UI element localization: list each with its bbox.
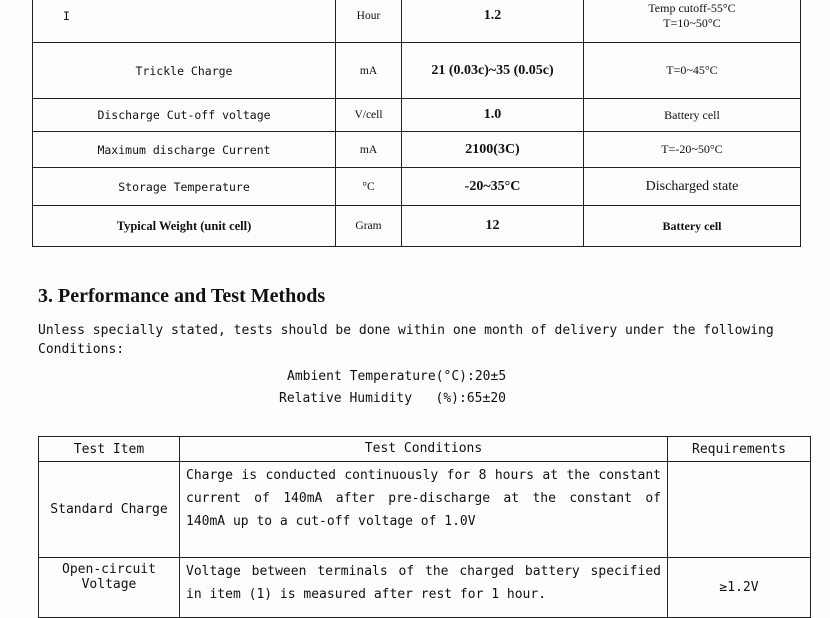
spec-table (32, 0, 801, 247)
relative-humidity-condition: Relative Humidity (%):65±20 (279, 391, 506, 406)
test-condition: Charge is conducted continuously for 8 hours at the constant current of 140mA after pre-discharge at the constant of 140mA up to a cut-off voltage of 1.0V (180, 462, 668, 558)
spec-item: Typical Weight (unit cell) (33, 206, 336, 247)
spec-note: Discharged state (584, 168, 801, 206)
spec-note (584, 0, 801, 43)
spec-unit: Hour (336, 0, 402, 43)
spec-unit: V/cell (336, 99, 402, 132)
spec-item: Storage Temperature (33, 168, 336, 206)
test-item: Standard Charge (39, 462, 180, 558)
spec-note: T=-20~50°C (584, 132, 801, 168)
table-row (39, 462, 811, 558)
spec-unit: °C (336, 168, 402, 206)
table-row (33, 206, 801, 247)
spec-value: 12 (402, 206, 584, 247)
spec-note-line: T=10~50°C (663, 15, 721, 30)
spec-value: 1.0 (402, 99, 584, 132)
test-requirement (668, 462, 811, 558)
spec-note-line: Temp cutoff-55°C (648, 0, 736, 15)
spec-value: -20~35°C (402, 168, 584, 206)
intro-paragraph: Unless specially stated, tests should be done within one month of delivery under the following Conditions: (38, 323, 774, 357)
table-row (39, 558, 811, 618)
spec-item: I (33, 0, 336, 43)
spec-note: Battery cell (584, 99, 801, 132)
spec-unit: mA (336, 132, 402, 168)
section-heading: 3. Performance and Test Methods (38, 285, 326, 307)
test-table (38, 436, 811, 618)
spec-note: Battery cell (584, 206, 801, 247)
spec-unit: Gram (336, 206, 402, 247)
spec-value: 2100(3C) (402, 132, 584, 168)
table-row (33, 168, 801, 206)
ambient-temperature-condition: Ambient Temperature(°C):20±5 (287, 369, 507, 384)
table-row (33, 99, 801, 132)
spec-item: Maximum discharge Current (33, 132, 336, 168)
header-requirements: Requirements (668, 437, 811, 462)
spec-item: Discharge Cut-off voltage (33, 99, 336, 132)
table-row (33, 43, 801, 99)
test-item: Open-circuit Voltage (39, 558, 180, 618)
spec-value: 1.2 (402, 0, 584, 43)
test-table-header (39, 437, 811, 462)
spec-value: 21 (0.03c)~35 (0.05c) (402, 43, 584, 99)
spec-note: T=0~45°C (584, 43, 801, 99)
table-row (33, 0, 801, 43)
table-row (33, 132, 801, 168)
header-test-item: Test Item (39, 437, 180, 462)
spec-item: Trickle Charge (33, 43, 336, 99)
spec-unit: mA (336, 43, 402, 99)
header-test-conditions: Test Conditions (180, 437, 668, 462)
test-condition: Voltage between terminals of the charged battery specified in item (1) is measured after rest for 1 hour. (180, 558, 668, 618)
test-requirement: ≥1.2V (668, 558, 811, 618)
